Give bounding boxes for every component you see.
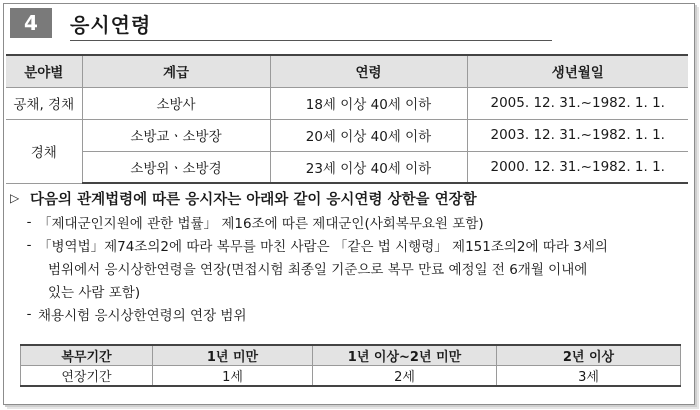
note-item-extension-range: 채용시험 응시상한연령의 연장 범위 bbox=[38, 307, 247, 324]
dash-bullet: - bbox=[26, 213, 32, 230]
section-number-badge: 4 bbox=[10, 8, 52, 38]
cell-age: 23세 이상 40세 이하 bbox=[270, 151, 467, 183]
table-row bbox=[6, 87, 688, 119]
cell-field: 공채, 경채 bbox=[6, 87, 82, 119]
cell-rank: 소방교ㆍ소방장 bbox=[82, 119, 270, 151]
list-item bbox=[10, 210, 690, 233]
extension-range-table bbox=[20, 344, 681, 387]
cell-birthdate: 2005. 12. 31.~1982. 1. 1. bbox=[467, 87, 688, 119]
list-item bbox=[10, 302, 690, 325]
header-field: 분야별 bbox=[6, 55, 82, 87]
dash-bullet: - bbox=[26, 236, 32, 253]
cell-period: 1년 미만 bbox=[153, 345, 313, 366]
cell-birthdate: 2003. 12. 31.~1982. 1. 1. bbox=[467, 119, 688, 151]
table-row bbox=[21, 345, 681, 366]
cell-field: 경채 bbox=[6, 119, 82, 183]
cell-period: 1년 이상~2년 미만 bbox=[313, 345, 497, 366]
note-item-military-service-act: 「병역법」제74조의2에 따라 복무를 마친 사람은 「같은 법 시행령」 제151조의2에 따라 3세의 bbox=[38, 238, 608, 255]
table-row bbox=[21, 366, 681, 387]
triangle-marker-icon: ▷ bbox=[10, 191, 20, 205]
header-age: 연령 bbox=[270, 55, 467, 87]
cell-rank: 소방위ㆍ소방경 bbox=[82, 151, 270, 183]
section-title: 응시연령 bbox=[70, 12, 152, 37]
table-row bbox=[6, 151, 688, 183]
cell-birthdate: 2000. 12. 31.~1982. 1. 1. bbox=[467, 151, 688, 183]
cell-period: 2년 이상 bbox=[497, 345, 681, 366]
extension-notes bbox=[10, 186, 690, 325]
notes-heading bbox=[10, 186, 690, 210]
cell-extension: 3세 bbox=[497, 366, 681, 387]
notes-heading-text: 다음의 관계법령에 따른 응시자는 아래와 같이 응시연령 상한을 연장함 bbox=[30, 191, 477, 208]
cell-age: 20세 이상 40세 이하 bbox=[270, 119, 467, 151]
cell-age: 18세 이상 40세 이하 bbox=[270, 87, 467, 119]
cell-service-period-label: 복무기간 bbox=[21, 345, 153, 366]
cell-extension: 1세 bbox=[153, 366, 313, 387]
table-header-row bbox=[6, 55, 688, 87]
cell-rank: 소방사 bbox=[82, 87, 270, 119]
table-row bbox=[6, 119, 688, 151]
age-requirement-table bbox=[6, 54, 688, 184]
title-divider bbox=[70, 40, 552, 41]
cell-extension: 2세 bbox=[313, 366, 497, 387]
list-item bbox=[10, 233, 690, 256]
cell-extension-label: 연장기간 bbox=[21, 366, 153, 387]
header-birthdate: 생년월일 bbox=[467, 55, 688, 87]
note-item-veterans-act: 「제대군인지원에 관한 법률」 제16조에 따른 제대군인(사회복무요원 포함) bbox=[38, 215, 484, 232]
note-continuation: 있는 사람 포함) bbox=[48, 284, 141, 301]
header-rank: 계급 bbox=[82, 55, 270, 87]
note-continuation: 범위에서 응시상한연령을 연장(면접시험 최종일 기준으로 복무 만료 예정일 전 6개월 이내에 bbox=[48, 261, 588, 278]
dash-bullet: - bbox=[26, 305, 32, 322]
